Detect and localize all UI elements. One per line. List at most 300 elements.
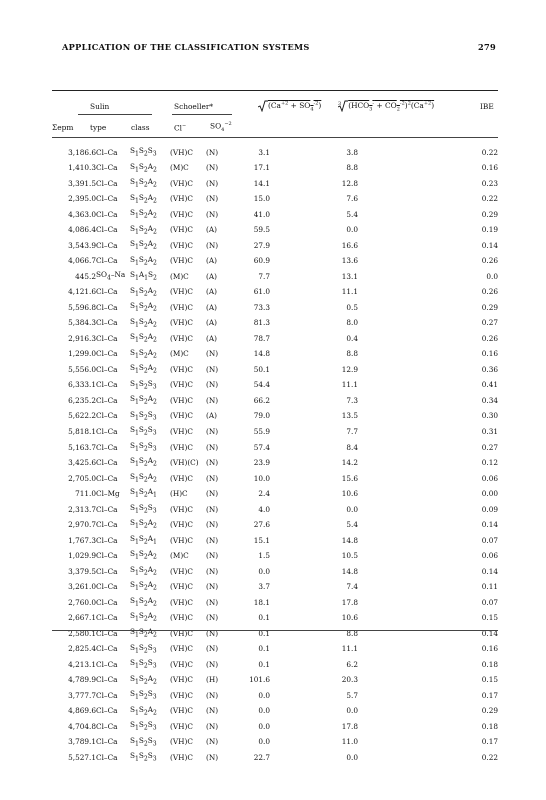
- cell-schoeller-cl: (VH)C: [170, 690, 193, 700]
- cell-schoeller-so4: (N): [206, 395, 219, 405]
- cell-cbrt-value: 6.2: [346, 659, 358, 669]
- cell-sqrt-value: 60.9: [253, 256, 270, 266]
- cell-ibe: 0.31: [481, 427, 498, 436]
- cell-schoeller-cl: (VH)C: [170, 659, 193, 669]
- cell-ibe: 0.29: [481, 302, 498, 312]
- cell-epm: 4,086.4: [68, 225, 96, 235]
- cell-sqrt-value: 50.1: [253, 364, 270, 374]
- cell-schoeller-cl: (M)C: [170, 163, 189, 173]
- cell-cbrt-value: 20.3: [341, 675, 358, 685]
- cell-schoeller-cl: (M)C: [170, 551, 189, 561]
- cell-epm: 4,869.6: [68, 706, 96, 716]
- cell-class: $S_1S_2A_2$: [130, 704, 157, 717]
- header-cbrt-expression: $^3$ $(HCO_3^- + CO_2^{-2})^2(Ca^{+2})$: [338, 100, 435, 113]
- header-so4: $SO_4^{-2}$: [210, 121, 232, 133]
- cell-schoeller-so4: (N): [206, 613, 219, 623]
- cell-schoeller-so4: (A): [206, 256, 217, 266]
- cell-schoeller-so4: (A): [206, 287, 217, 297]
- table-row: [52, 316, 498, 332]
- cell-schoeller-cl: (VH)C: [170, 535, 193, 545]
- cell-type: Cl–Ca: [96, 380, 118, 390]
- cell-sqrt-value: 15.0: [253, 194, 270, 204]
- cell-ibe: 0.14: [481, 240, 498, 250]
- cell-type: Cl–Mg: [96, 489, 120, 499]
- header-schoeller: Schoeller*: [174, 102, 214, 111]
- cell-sqrt-value: 0.1: [258, 613, 270, 623]
- cell-schoeller-cl: (VH)C: [170, 240, 193, 250]
- cell-schoeller-cl: (VH)C: [170, 209, 193, 219]
- cell-ibe: 0.11: [481, 582, 498, 592]
- cell-schoeller-so4: (N): [206, 163, 219, 173]
- cell-epm: 4,704.8: [68, 721, 96, 731]
- header-class: class: [131, 123, 150, 132]
- cell-class: $S_1S_2A_2$: [130, 332, 157, 344]
- cell-sqrt-value: 14.8: [253, 349, 270, 359]
- table-row: [52, 424, 498, 440]
- cell-type: Cl–Ca: [96, 473, 118, 483]
- cell-epm: 3,789.1: [68, 737, 96, 747]
- cell-ibe: 0.26: [481, 333, 498, 343]
- cell-schoeller-so4: (N): [206, 520, 219, 530]
- table-row: [52, 610, 498, 626]
- cell-schoeller-cl: (VH)C: [170, 706, 193, 716]
- cell-class: $S_1S_2S_3$: [130, 658, 157, 670]
- table-row: [52, 300, 498, 316]
- table-row: [52, 548, 498, 564]
- cell-schoeller-so4: (N): [206, 489, 219, 499]
- cell-schoeller-so4: (N): [206, 690, 219, 700]
- cell-type: Cl–Ca: [96, 225, 118, 235]
- cell-ibe: 0.18: [481, 721, 498, 731]
- cell-type: Cl–Ca: [96, 256, 118, 266]
- table-row: [52, 719, 498, 735]
- cell-cbrt-value: 5.4: [346, 209, 358, 219]
- cell-class: $S_1S_2A_2$: [130, 363, 157, 375]
- cell-ibe: 0.34: [481, 395, 498, 405]
- cell-epm: 2,313.7: [68, 504, 96, 514]
- cell-type: Cl–Ca: [96, 644, 118, 654]
- cell-schoeller-cl: (VH)C: [170, 178, 193, 188]
- cell-epm: 4,066.7: [68, 256, 96, 266]
- cell-epm: 3,391.5: [68, 178, 96, 188]
- cell-type: Cl–Ca: [96, 333, 118, 343]
- cell-schoeller-so4: (N): [206, 442, 219, 452]
- cell-class: $S_1S_2A_2$: [130, 595, 157, 608]
- cell-schoeller-so4: (N): [206, 240, 219, 250]
- cell-class: $S_1S_2A_2$: [130, 456, 157, 468]
- cell-class: $S_1S_2A_2$: [130, 394, 157, 406]
- cell-sqrt-value: 2.4: [258, 489, 270, 499]
- cell-cbrt-value: 15.6: [341, 473, 358, 483]
- table-row: [52, 409, 498, 425]
- cell-schoeller-so4: (N): [206, 644, 219, 654]
- cell-sqrt-value: 81.3: [253, 318, 270, 328]
- cell-cbrt-value: 16.6: [341, 240, 358, 250]
- header-epm: Σepm: [52, 123, 74, 132]
- cell-schoeller-cl: (VH)C: [170, 395, 193, 405]
- cell-epm: 5,596.8: [68, 302, 96, 312]
- cell-cbrt-value: 0.0: [346, 225, 358, 235]
- cell-ibe: 0.27: [481, 318, 498, 328]
- cell-cbrt-value: 11.0: [341, 737, 358, 747]
- cell-sqrt-value: 55.9: [253, 427, 270, 436]
- cell-sqrt-value: 4.0: [258, 504, 270, 514]
- cell-sqrt-value: 15.1: [253, 535, 270, 545]
- cell-schoeller-so4: (N): [206, 659, 219, 669]
- cell-ibe: 0.14: [481, 520, 498, 530]
- cell-cbrt-value: 8.8: [346, 628, 358, 638]
- cell-schoeller-cl: (VH)C: [170, 613, 193, 623]
- sulin-underline: [78, 114, 152, 115]
- table-row: [52, 362, 498, 378]
- cell-cbrt-value: 10.5: [341, 551, 358, 561]
- cell-cbrt-value: 13.5: [341, 411, 358, 421]
- cell-cbrt-value: 5.7: [346, 690, 358, 700]
- cell-cbrt-value: 3.8: [346, 147, 358, 157]
- cell-class: $S_1S_2S_3$: [130, 440, 157, 453]
- cell-class: $S_1S_2A_2$: [130, 564, 157, 577]
- cell-ibe: 0.15: [481, 675, 498, 685]
- table-row: [52, 269, 498, 285]
- cell-type: Cl–Ca: [96, 349, 118, 359]
- cell-sqrt-value: 79.0: [253, 411, 270, 421]
- cell-type: Cl–Ca: [96, 613, 118, 623]
- cell-schoeller-cl: (VH)C: [170, 302, 193, 312]
- cell-ibe: 0.19: [481, 225, 498, 235]
- cell-ibe: 0.18: [481, 659, 498, 669]
- cell-class: $S_1S_2A_2$: [130, 301, 157, 313]
- cell-type: Cl–Ca: [96, 659, 118, 669]
- cell-class: $S_1S_2A_2$: [130, 549, 157, 561]
- cell-epm: 5,163.7: [68, 442, 96, 452]
- cell-epm: 5,384.3: [68, 318, 96, 328]
- cell-cbrt-value: 11.1: [341, 644, 358, 654]
- cell-type: Cl–Ca: [96, 675, 118, 685]
- cell-class: $S_1S_2S_3$: [130, 378, 157, 391]
- cell-type: Cl–Ca: [96, 737, 118, 747]
- cell-ibe: 0.22: [481, 147, 498, 157]
- cell-schoeller-so4: (A): [206, 333, 217, 343]
- cell-cbrt-value: 14.8: [341, 566, 358, 576]
- cell-epm: 3,186.6: [68, 147, 96, 157]
- cell-epm: 5,818.1: [68, 427, 96, 436]
- cell-cbrt-value: 17.8: [341, 597, 358, 607]
- cell-ibe: 0.26: [481, 287, 498, 297]
- cell-class: $S_1S_2A_2$: [130, 580, 157, 592]
- cell-ibe: 0.07: [481, 597, 498, 607]
- table-row: [52, 688, 498, 704]
- cell-class: $S_1S_2S_3$: [130, 689, 157, 701]
- table-row: [52, 176, 498, 192]
- cell-class: $S_1S_2S_3$: [130, 502, 157, 515]
- cell-type: Cl–Ca: [96, 690, 118, 700]
- cell-cbrt-value: 5.4: [346, 520, 358, 530]
- cell-cbrt-value: 0.0: [346, 706, 358, 716]
- cell-type: Cl–Ca: [96, 209, 118, 219]
- cell-schoeller-so4: (N): [206, 473, 219, 483]
- table-row: [52, 642, 498, 658]
- cell-cbrt-value: 0.4: [346, 333, 358, 343]
- cell-ibe: 0.29: [481, 209, 498, 219]
- cell-schoeller-cl: (VH)C: [170, 582, 193, 592]
- cell-type: Cl–Ca: [96, 287, 118, 297]
- cell-epm: 5,527.1: [68, 752, 96, 762]
- cell-ibe: 0.14: [481, 628, 498, 638]
- table-row: [52, 347, 498, 363]
- cell-schoeller-so4: (N): [206, 380, 219, 390]
- data-table: [52, 145, 498, 766]
- cell-schoeller-cl: (VH)C: [170, 287, 193, 297]
- cell-type: Cl–Ca: [96, 178, 118, 188]
- cell-sqrt-value: 0.1: [258, 644, 270, 654]
- table-header-rule: [52, 137, 498, 138]
- cell-ibe: 0.17: [481, 690, 498, 700]
- cell-class: $S_1A_1S_2$: [130, 270, 157, 282]
- cell-class: $S_1S_2A_2$: [130, 239, 157, 251]
- cell-ibe: 0.09: [481, 504, 498, 514]
- cell-schoeller-cl: (M)C: [170, 349, 189, 359]
- cell-sqrt-value: 7.7: [258, 271, 270, 281]
- header-type: type: [90, 123, 107, 132]
- cell-sqrt-value: 101.6: [249, 675, 270, 685]
- cell-schoeller-so4: (N): [206, 706, 219, 716]
- cbrt-index: 3: [338, 100, 342, 107]
- cell-schoeller-so4: (N): [206, 504, 219, 514]
- cell-schoeller-so4: (N): [206, 178, 219, 188]
- cell-schoeller-cl: (M)C: [170, 271, 189, 281]
- cell-class: $S_1S_2A_2$: [130, 254, 157, 267]
- cell-ibe: 0.36: [481, 364, 498, 374]
- cell-epm: 5,622.2: [68, 411, 96, 421]
- cell-sqrt-value: 3.1: [258, 147, 270, 157]
- cell-cbrt-value: 7.3: [346, 395, 358, 405]
- cell-sqrt-value: 61.0: [253, 287, 270, 297]
- cell-class: $S_1S_2A_2$: [130, 471, 157, 484]
- header-sulin: Sulin: [90, 102, 110, 111]
- cell-sqrt-value: 27.6: [253, 520, 270, 530]
- cell-schoeller-so4: (N): [206, 628, 219, 638]
- cell-type: Cl–Ca: [96, 240, 118, 250]
- table-row: [52, 564, 498, 580]
- cell-class: $S_1S_2S_3$: [130, 735, 157, 748]
- cell-cbrt-value: 13.6: [341, 256, 358, 266]
- table-row: [52, 223, 498, 239]
- cell-type: Cl–Ca: [96, 535, 118, 545]
- cell-sqrt-value: 3.7: [258, 582, 270, 592]
- cell-schoeller-cl: (VH)C: [170, 737, 193, 747]
- cell-sqrt-value: 22.7: [253, 752, 270, 762]
- cell-type: Cl–Ca: [96, 395, 118, 405]
- cell-class: $S_1S_2S_3$: [130, 146, 157, 158]
- cell-type: Cl–Ca: [96, 364, 118, 374]
- cell-schoeller-cl: (VH)C: [170, 225, 193, 235]
- cell-type: Cl–Ca: [96, 582, 118, 592]
- schoeller-underline: [172, 114, 232, 115]
- cell-sqrt-value: 0.1: [258, 659, 270, 669]
- table-row: [52, 595, 498, 611]
- table-row: [52, 626, 498, 642]
- table-row: [52, 704, 498, 720]
- cell-sqrt-value: 54.4: [253, 380, 270, 390]
- cell-ibe: 0.06: [481, 473, 498, 483]
- table-row: [52, 285, 498, 301]
- cell-sqrt-value: 27.9: [253, 240, 270, 250]
- cell-type: Cl–Ca: [96, 442, 118, 452]
- cell-cbrt-value: 11.1: [341, 287, 358, 297]
- running-head-title: APPLICATION OF THE CLASSIFICATION SYSTEMS: [62, 42, 310, 52]
- cell-ibe: 0.16: [481, 644, 498, 654]
- cell-schoeller-so4: (N): [206, 566, 219, 576]
- cell-cbrt-value: 14.8: [341, 535, 358, 545]
- cell-cbrt-value: 14.2: [341, 458, 358, 468]
- cell-schoeller-cl: (VH)C: [170, 411, 193, 421]
- cell-ibe: 0.16: [481, 349, 498, 359]
- cell-sqrt-value: 0.0: [258, 737, 270, 747]
- cell-cbrt-value: 11.1: [341, 380, 358, 390]
- cell-cbrt-value: 7.4: [346, 582, 358, 592]
- cell-type: Cl–Ca: [96, 427, 118, 436]
- cell-sqrt-value: 1.5: [258, 551, 270, 561]
- radical-icon: [258, 100, 268, 112]
- cell-schoeller-cl: (VH)C: [170, 504, 193, 514]
- cell-cbrt-value: 7.7: [346, 427, 358, 436]
- cell-epm: 5,556.0: [68, 364, 96, 374]
- cell-schoeller-so4: (A): [206, 411, 217, 421]
- table-top-rule: [52, 90, 498, 91]
- cell-schoeller-so4: (N): [206, 209, 219, 219]
- cell-type: Cl–Ca: [96, 504, 118, 514]
- cell-ibe: 0.29: [481, 706, 498, 716]
- cell-epm: 6,235.2: [68, 395, 96, 405]
- cell-class: $S_1S_2A_2$: [130, 208, 157, 220]
- cell-cbrt-value: 0.0: [346, 752, 358, 762]
- header-ibe: IBE: [480, 102, 494, 111]
- cell-cbrt-value: 8.8: [346, 349, 358, 359]
- cell-schoeller-so4: (N): [206, 551, 219, 561]
- table-row: [52, 750, 498, 766]
- table-row: [52, 207, 498, 223]
- table-row: [52, 502, 498, 518]
- table-row: [52, 192, 498, 208]
- cell-sqrt-value: 14.1: [253, 178, 270, 188]
- cell-schoeller-cl: (VH)C: [170, 364, 193, 374]
- table-row: [52, 238, 498, 254]
- cell-schoeller-so4: (A): [206, 271, 217, 281]
- cell-sqrt-value: 57.4: [253, 442, 270, 452]
- cell-sqrt-value: 66.2: [253, 395, 270, 405]
- cell-schoeller-so4: (N): [206, 364, 219, 374]
- cell-epm: 6,333.1: [68, 380, 96, 390]
- cell-schoeller-cl: (VH)(C): [170, 458, 199, 468]
- cell-class: $S_1S_2S_3$: [130, 751, 157, 763]
- cell-epm: 1,299.0: [68, 349, 96, 359]
- cell-class: $S_1S_2S_3$: [130, 409, 157, 422]
- cell-cbrt-value: 13.1: [341, 271, 358, 281]
- cell-schoeller-so4: (N): [206, 427, 219, 436]
- cell-schoeller-cl: (VH)C: [170, 427, 193, 436]
- table-row: [52, 533, 498, 549]
- cell-epm: 2,760.0: [68, 597, 96, 607]
- cell-type: Cl–Ca: [96, 302, 118, 312]
- cell-ibe: 0.0: [486, 271, 498, 281]
- cell-epm: 4,789.9: [68, 675, 96, 685]
- cell-epm: 2,705.0: [68, 473, 96, 483]
- cell-sqrt-value: 10.0: [253, 473, 270, 483]
- cell-cbrt-value: 10.6: [341, 489, 358, 499]
- cell-epm: 4,213.1: [68, 659, 96, 669]
- cell-class: $S_1S_2S_3$: [130, 720, 157, 732]
- cell-type: Cl–Ca: [96, 163, 118, 173]
- cell-sqrt-value: 23.9: [253, 458, 270, 468]
- cell-epm: 3,261.0: [68, 582, 96, 592]
- cell-schoeller-so4: (N): [206, 535, 219, 545]
- cell-epm: 1,410.3: [68, 163, 96, 173]
- cell-epm: 711.0: [75, 489, 96, 499]
- cell-cbrt-value: 8.8: [346, 163, 358, 173]
- cell-class: $S_1S_2A_2$: [130, 673, 157, 685]
- cell-schoeller-cl: (VH)C: [170, 442, 193, 452]
- cell-type: Cl–Ca: [96, 318, 118, 328]
- cell-schoeller-so4: (H): [206, 675, 219, 685]
- cell-ibe: 0.00: [481, 489, 498, 499]
- cell-class: $S_1S_2A_2$: [130, 161, 157, 173]
- cell-ibe: 0.17: [481, 737, 498, 747]
- cell-class: $S_1S_2A_2$: [130, 316, 157, 329]
- cell-ibe: 0.12: [481, 458, 498, 468]
- radical-icon: [338, 100, 348, 112]
- table-row: [52, 486, 498, 502]
- table-row: [52, 145, 498, 161]
- cell-cbrt-value: 17.8: [341, 721, 358, 731]
- cell-sqrt-value: 0.0: [258, 721, 270, 731]
- cell-epm: 1,767.3: [68, 535, 96, 545]
- cell-epm: 2,667.1: [68, 613, 96, 623]
- cell-ibe: 0.27: [481, 442, 498, 452]
- cell-ibe: 0.26: [481, 256, 498, 266]
- table-row: [52, 517, 498, 533]
- cell-schoeller-so4: (N): [206, 147, 219, 157]
- cell-schoeller-cl: (VH)C: [170, 628, 193, 638]
- cell-class: $S_1S_2A_2$: [130, 192, 157, 204]
- table-row: [52, 735, 498, 751]
- cell-type: $SO_4-Na$: [96, 270, 126, 282]
- cell-ibe: 0.30: [481, 411, 498, 421]
- cell-schoeller-so4: (N): [206, 752, 219, 762]
- cell-type: Cl–Ca: [96, 194, 118, 204]
- cell-epm: 2,580.1: [68, 628, 96, 638]
- cell-schoeller-so4: (A): [206, 318, 217, 328]
- cell-schoeller-cl: (VH)C: [170, 675, 193, 685]
- cell-ibe: 0.15: [481, 613, 498, 623]
- cell-type: Cl–Ca: [96, 520, 118, 530]
- running-head: [62, 42, 496, 52]
- cell-epm: 3,777.7: [68, 690, 96, 700]
- cell-cbrt-value: 8.4: [346, 442, 358, 452]
- cell-schoeller-cl: (VH)C: [170, 380, 193, 390]
- table-row: [52, 440, 498, 456]
- cell-epm: 2,395.0: [68, 194, 96, 204]
- cell-sqrt-value: 18.1: [253, 597, 270, 607]
- cell-type: Cl–Ca: [96, 458, 118, 468]
- cell-schoeller-so4: (N): [206, 458, 219, 468]
- cell-epm: 3,425.6: [68, 458, 96, 468]
- cell-schoeller-cl: (VH)C: [170, 752, 193, 762]
- cell-class: $S_1S_2S_3$: [130, 642, 157, 654]
- cell-cbrt-value: 8.0: [346, 318, 358, 328]
- cell-schoeller-so4: (A): [206, 302, 217, 312]
- cell-class: $S_1S_2A_2$: [130, 626, 157, 639]
- cell-ibe: 0.23: [481, 178, 498, 188]
